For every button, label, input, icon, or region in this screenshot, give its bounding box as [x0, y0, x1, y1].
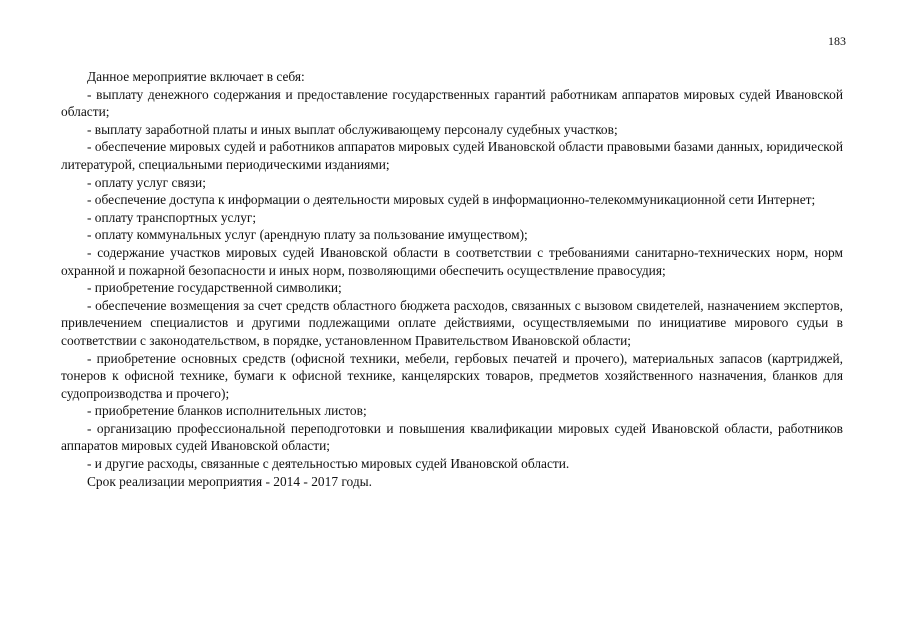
- list-item: - оплату услуг связи;: [87, 174, 206, 190]
- list-item: - оплату коммунальных услуг (арендную плату за пользование имуществом);: [87, 227, 528, 243]
- list-item: - выплату заработной платы и иных выплат обслуживающему персоналу судебных участков;: [87, 121, 618, 137]
- term-paragraph: Срок реализации мероприятия - 2014 - 2017 годы.: [87, 473, 372, 489]
- list-item: - обеспечение возмещения за счет средств областного бюджета расходов, связанных с вызовом свидетелей, назначением экспертов, привлечением специалистов и другими подлежащими оплате действиями, осуществляемыми по инициативе мирового судьи в соответствии с законодательством, в порядке, установленном Правительством Ивановской области;: [61, 297, 843, 348]
- list-item: - оплату транспортных услуг;: [87, 209, 257, 225]
- list-item: - приобретение бланков исполнительных листов;: [87, 403, 367, 419]
- list-item: - обеспечение доступа к информации о деятельности мировых судей в информационно-телекоммуникационной сети Интернет;: [87, 192, 816, 208]
- list-item: - обеспечение мировых судей и работников аппаратов мировых судей Ивановской области правовыми базами данных, юридической литературой, специальными периодическими изданиями;: [61, 139, 843, 172]
- document-body: [61, 68, 843, 490]
- list-item: - выплату денежного содержания и предоставление государственных гарантий работникам аппаратов мировых судей Ивановской области;: [61, 86, 843, 120]
- list-item: - и другие расходы, связанные с деятельностью мировых судей Ивановской области.: [87, 456, 570, 472]
- list-item: - организацию профессиональной переподготовки и повышения квалификации мировых судей Ивановской области, работников аппаратов мировых судей Ивановской области;: [61, 420, 843, 454]
- list-item: - приобретение основных средств (офисной техники, мебели, гербовых печатей и прочего), материальных запасов (картриджей, тонеров к офисной технике, бумаги к офисной технике, канцелярских товаров, предметов хозяйственного назначения, бланков для судопроизводства и прочего);: [61, 350, 843, 401]
- list-item: - содержание участков мировых судей Ивановской области в соответствии с требованиями санитарно-технических норм, норм охранной и пожарной безопасности и иных норм, позволяющими обеспечить осуществление правосудия;: [61, 244, 843, 278]
- page-number: 183: [828, 34, 846, 48]
- list-item: - приобретение государственной символики;: [87, 280, 342, 296]
- intro-paragraph: Данное мероприятие включает в себя:: [87, 69, 305, 84]
